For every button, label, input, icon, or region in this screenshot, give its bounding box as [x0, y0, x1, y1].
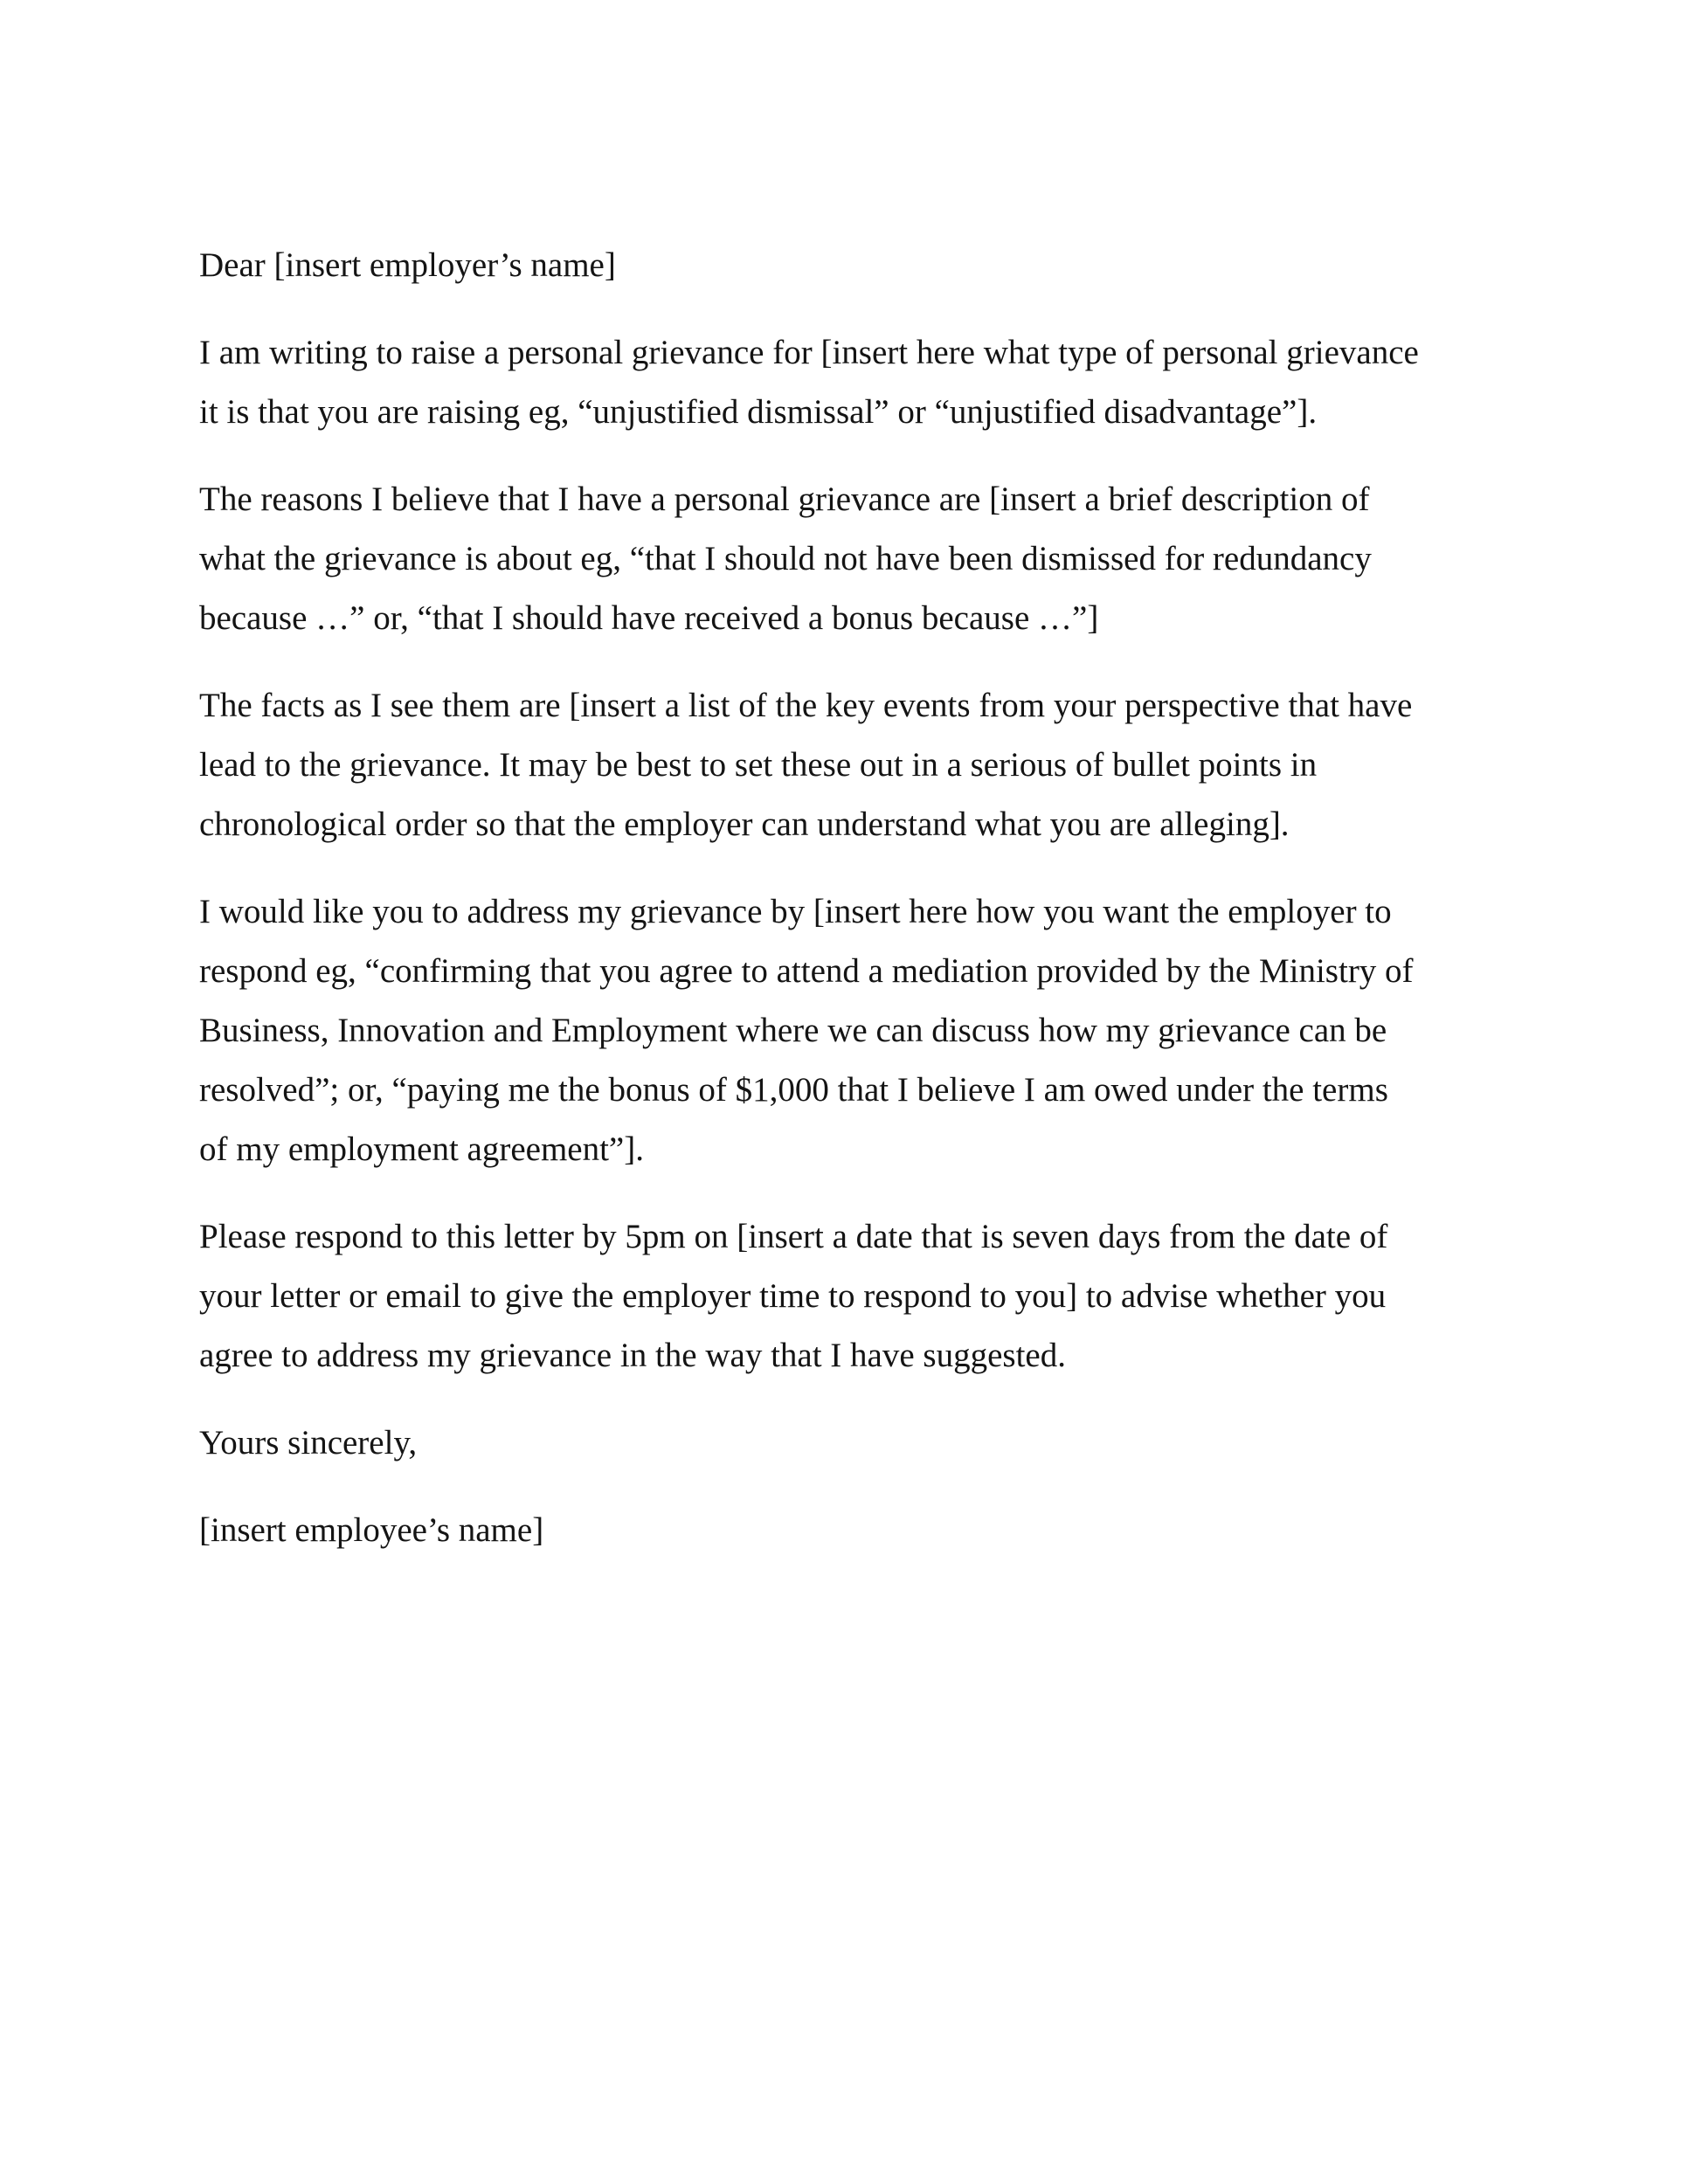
text-line: The facts as I see them are [insert a list of the key events from your perspective that have [199, 687, 1413, 724]
text-line: I would like you to address my grievance by [insert here how you want the employer to [199, 893, 1392, 930]
paragraph-reasons [199, 470, 1510, 648]
text-line: lead to the grievance. It may be best to set these out in a serious of bullet points in [199, 746, 1318, 784]
text-line: what the grievance is about eg, “that I should not have been dismissed for redundancy [199, 540, 1372, 577]
text-line: agree to address my grievance in the way that I have suggested. [199, 1337, 1066, 1374]
text-line: of my employment agreement”]. [199, 1130, 644, 1168]
paragraph-response-deadline [199, 1207, 1510, 1386]
text-line: Please respond to this letter by 5pm on [insert a date that is seven days from the date of [199, 1218, 1388, 1255]
signature: [insert employee’s name] [199, 1511, 544, 1549]
text-line: resolved”; or, “paying me the bonus of $1,000 that I believe I am owed under the terms [199, 1071, 1388, 1109]
closing: Yours sincerely, [199, 1424, 418, 1462]
text-line: it is that you are raising eg, “unjustified dismissal” or “unjustified disadvantage”]. [199, 393, 1318, 431]
text-line: respond eg, “confirming that you agree to attend a mediation provided by the Ministry of [199, 952, 1414, 990]
letter-body [199, 236, 1510, 1588]
text-line: The reasons I believe that I have a personal grievance are [insert a brief description of [199, 480, 1370, 518]
paragraph-facts [199, 676, 1510, 854]
text-line: Business, Innovation and Employment where we can discuss how my grievance can be [199, 1012, 1387, 1049]
text-line: chronological order so that the employer can understand what you are alleging]. [199, 805, 1290, 843]
paragraph-remedy [199, 882, 1510, 1179]
text-line: your letter or email to give the employer time to respond to you] to advise whether you [199, 1277, 1387, 1315]
salutation: Dear [insert employer’s name] [199, 246, 616, 284]
text-line: because …” or, “that I should have received a bonus because …”] [199, 599, 1099, 637]
paragraph-grievance-type [199, 323, 1510, 442]
text-line: I am writing to raise a personal grievance for [insert here what type of personal grievance [199, 334, 1419, 371]
